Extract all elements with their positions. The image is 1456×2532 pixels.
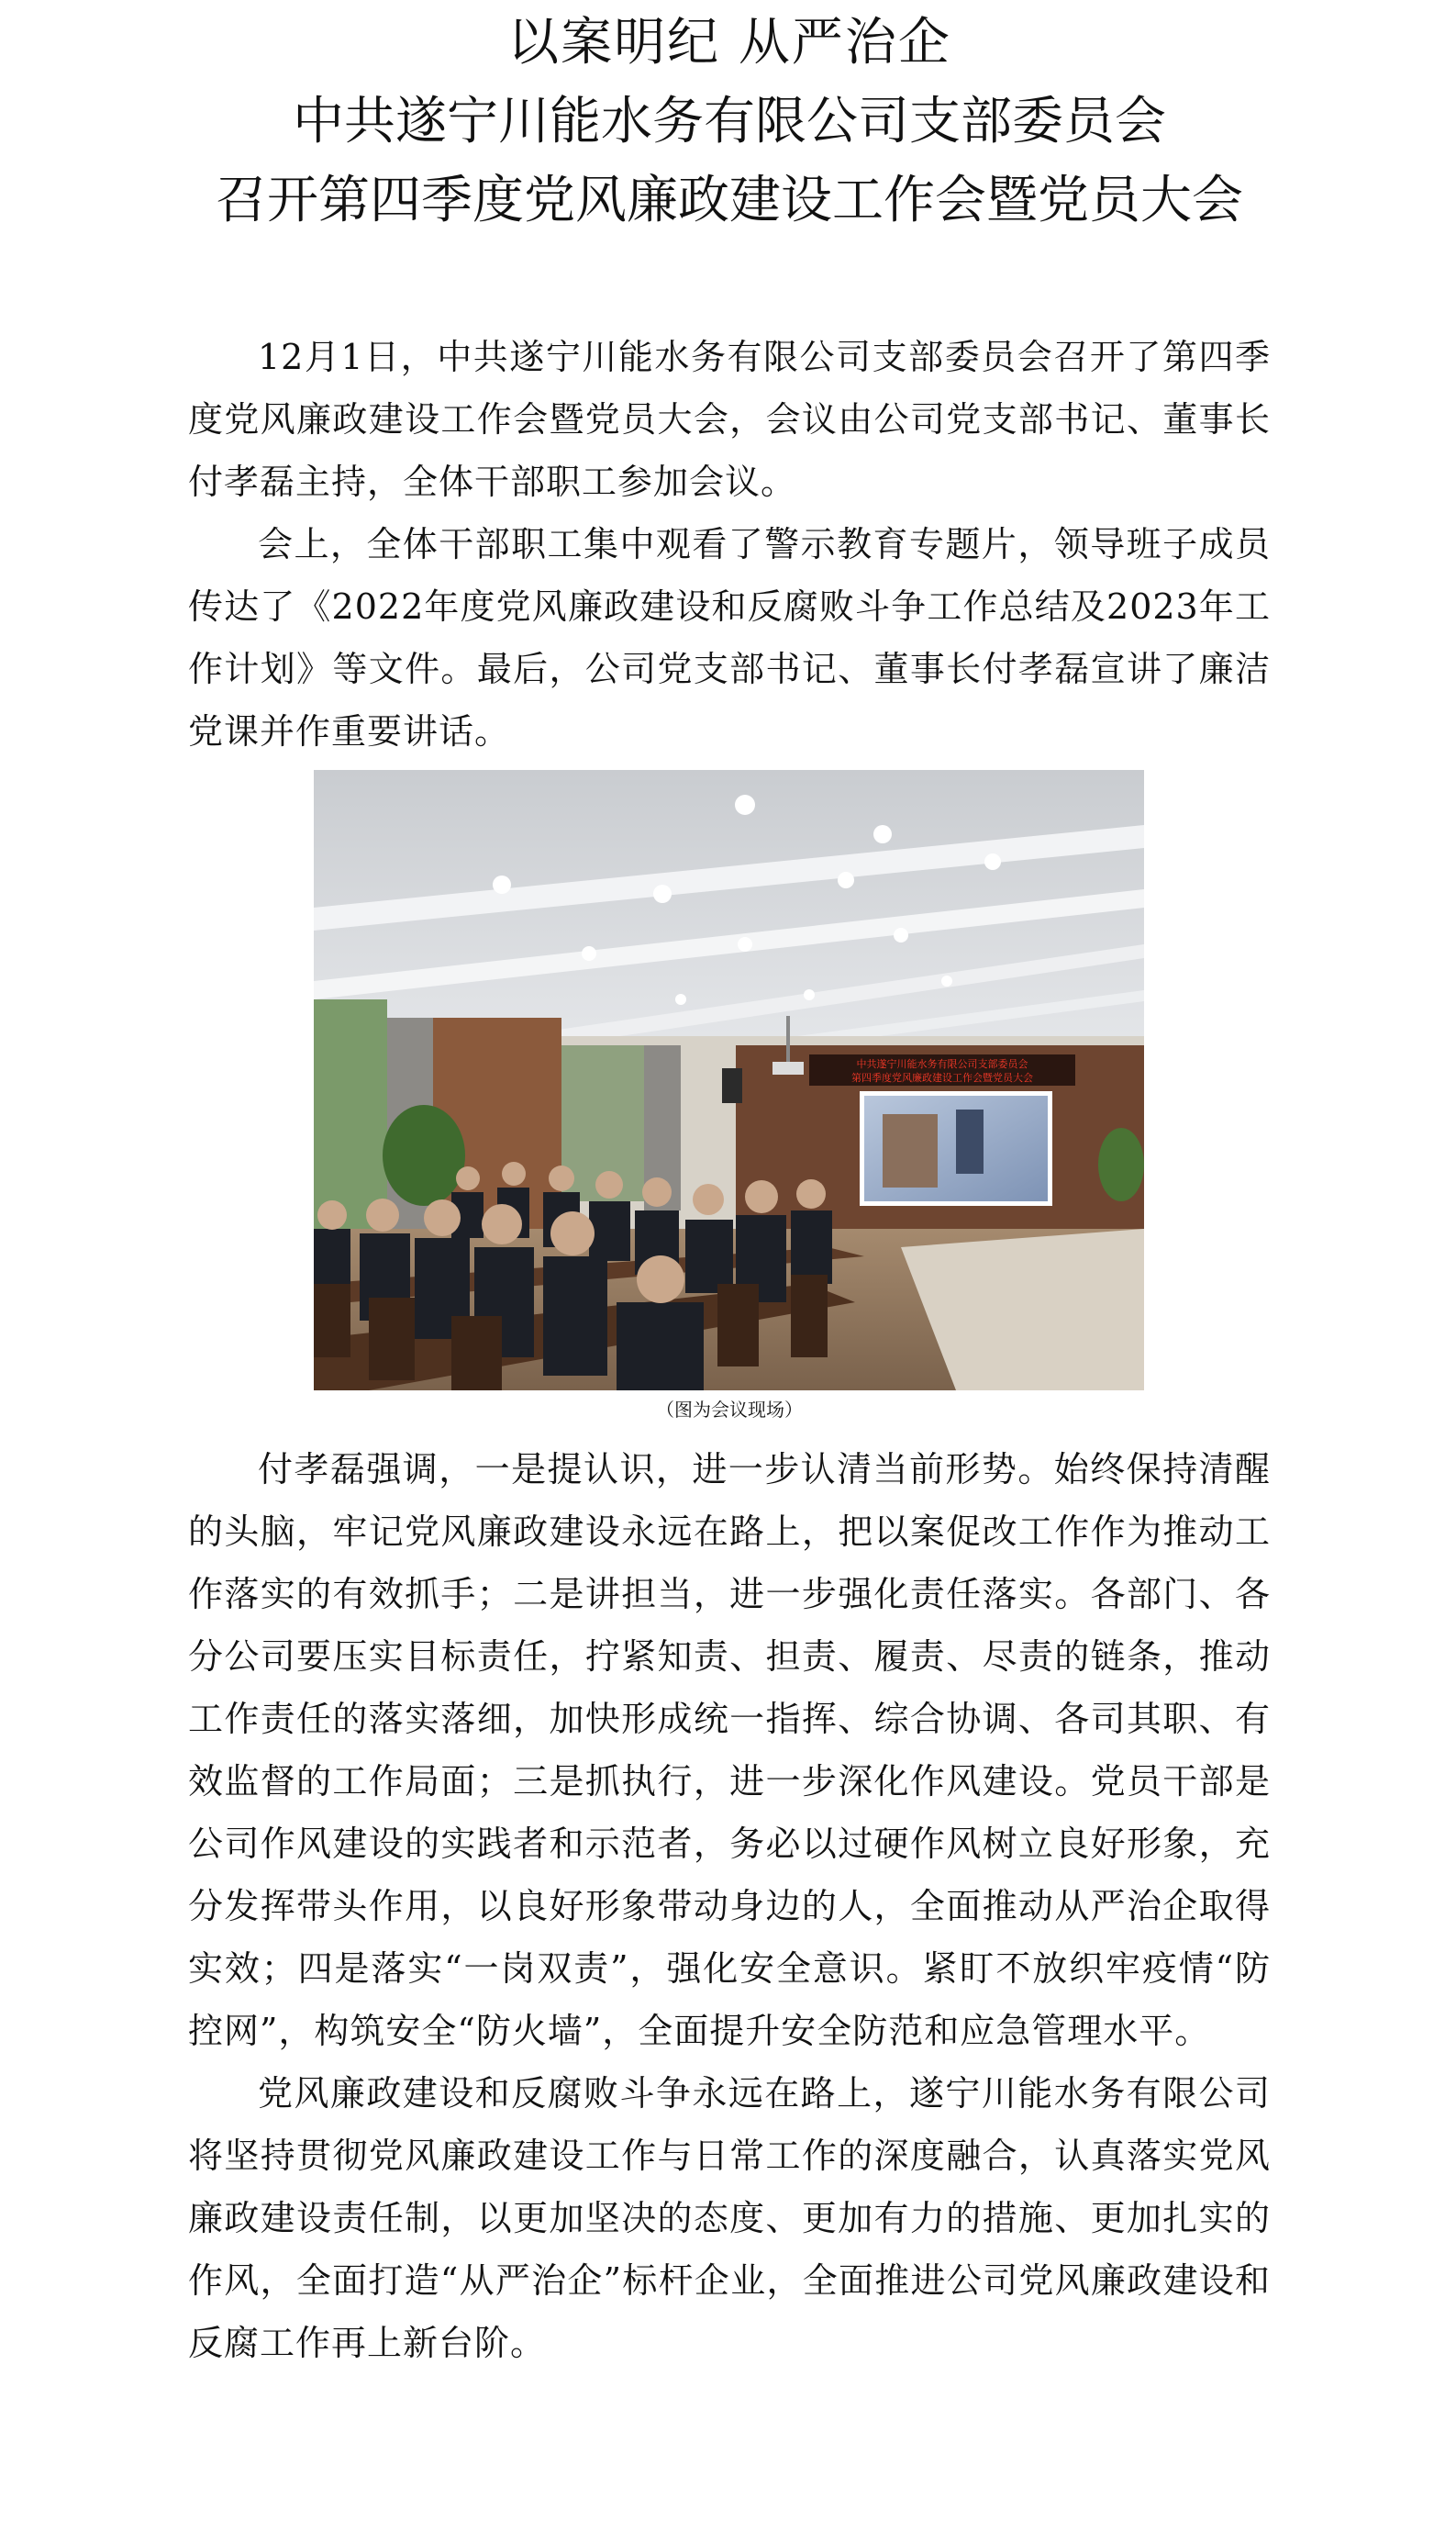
paragraph-1: 12月1日，中共遂宁川能水务有限公司支部委员会召开了第四季度党风廉政建设工作会暨党员大会，会议由公司党支部书记、董事长付孝磊主持，全体干部职工参加会议。 [188,337,1271,502]
meeting-photo-illustration [314,770,1144,1390]
photo-caption: （图为会议现场） [656,1399,803,1421]
article [188,0,1271,2374]
led-banner-line-2: 第四季度党风廉政建设工作会暨党员大会 [851,1072,1033,1084]
title-line-3: 召开第四季度党风廉政建设工作会暨党员大会 [216,171,1243,230]
paragraph-3: 付孝磊强调，一是提认识，进一步认清当前形势。始终保持清醒的头脑，牢记党风廉政建设永远在路上，把以案促改工作作为推动工作落实的有效抓手；二是讲担当，进一步强化责任落实。各部门、各分公司要压实目标责任，拧紧知责、担责、履责、尽责的链条，推动工作责任的落实落细，加快形成统一指挥、综合协调、各司其职、有效监督的工作局面；三是抓执行，进一步深化作风建设。党员干部是公司作风建设的实践者和示范者，务必以过硬作风树立良好形象，充分发挥带头作用，以良好形象带动身边的人，全面推动从严治企取得实效；四是落实“一岗双责”，强化安全意识。紧盯不放织牢疫情“防控网”，构筑安全“防火墙”，全面提升安全防范和应急管理水平。 [188,1449,1271,2051]
title-line-2: 中共遂宁川能水务有限公司支部委员会 [293,92,1166,151]
paragraph-4: 党风廉政建设和反腐败斗争永远在路上，遂宁川能水务有限公司将坚持贯彻党风廉政建设工作与日常工作的深度融合，认真落实党风廉政建设责任制，以更加坚决的态度、更加有力的措施、更加扎实的作风，全面打造“从严治企”标杆企业，全面推进公司党风廉政建设和反腐工作再上新台阶。 [188,2073,1271,2363]
led-banner-line-1: 中共遂宁川能水务有限公司支部委员会 [856,1058,1028,1070]
meeting-photo [314,770,1144,1390]
title-line-1: 以案明纪 从严治企 [507,13,951,73]
article-title [188,4,1271,240]
paragraph-2: 会上，全体干部职工集中观看了警示教育专题片，领导班子成员传达了《2022年度党风廉政建设和反腐败斗争工作总结及2023年工作计划》等文件。最后，公司党支部书记、董事长付孝磊宣讲了廉洁党课并作重要讲话。 [188,524,1271,752]
